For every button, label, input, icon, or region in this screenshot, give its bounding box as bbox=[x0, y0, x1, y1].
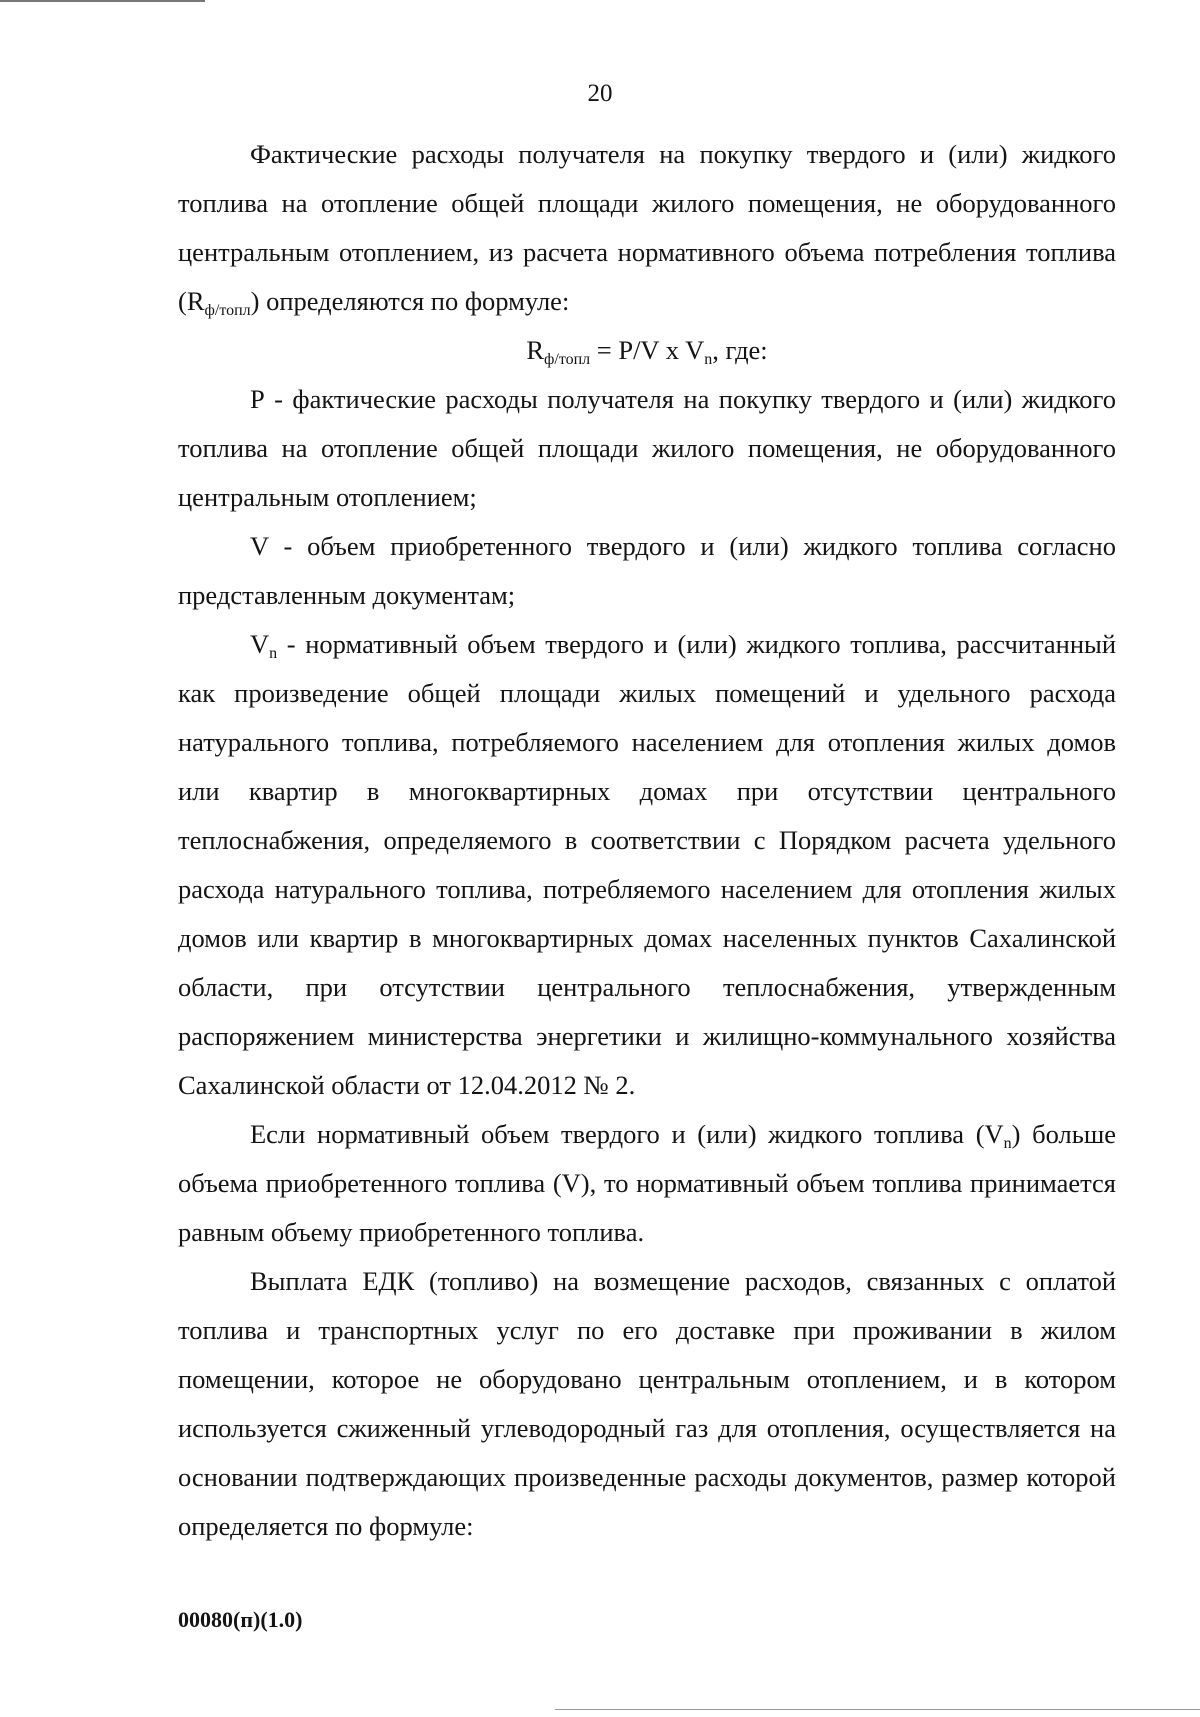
scan-artifact-line bbox=[0, 0, 205, 2]
definition-v: V - объем приобретенного твердого и (или) жидкого топлива согласно представленным документам; bbox=[178, 531, 1116, 610]
document-code: 00080(п)(1.0) bbox=[178, 1607, 303, 1632]
document-body bbox=[178, 130, 1116, 1551]
definition-p: Р - фактические расходы получателя на покупку твердого и (или) жидкого топлива на отопление общей площади жилого помещения, не оборудованного центральным отоплением; bbox=[178, 384, 1116, 512]
formula-r-fuel: $R_{ф/топл} = P/V$ x $V_n$, где: bbox=[526, 335, 768, 368]
paragraph-actual-expenses: Фактические расходы получателя на покупку твердого и (или) жидкого топлива на отопление общей площади жилого помещения, не оборудованного центральным отоплением, из расчета нормативного объема потребления топлива $(R_{ф/топл})$ определяются по формуле: bbox=[178, 139, 1116, 319]
paragraph-payment: Выплата ЕДК (топливо) на возмещение расходов, связанных с оплатой топлива и транспортных услуг по его доставке при проживании в жилом помещении, которое не оборудовано центральным отоплением, и в котором используется сжиженный углеводородный газ для отопления, осуществляется на основании подтверждающих произведенные расходы документов, размер которой определяется по формуле: bbox=[178, 1266, 1116, 1541]
page-number: 20 bbox=[587, 80, 613, 107]
paragraph-if-normative-greater: Если нормативный объем твердого и (или) жидкого топлива $(V_n)$ больше объема приобретенного топлива (V), то нормативный объем топлива принимается равным объему приобретенного топлива. bbox=[178, 1119, 1116, 1247]
definition-vn: $V_n$ - нормативный объем твердого и (или) жидкого топлива, рассчитанный как произведение общей площади жилых помещений и удельного расхода натурального топлива, потребляемого населением для отопления жилых домов или квартир в многоквартирных домах при отсутствии центрального теплоснабжения, определяемого в соответствии с Порядком расчета удельного расхода натурального топлива, потребляемого населением для отопления жилых домов или квартир в многоквартирных домах населенных пунктов Сахалинской области, при отсутствии центрального теплоснабжения, утвержденным распоряжением министерства энергетики и жилищно-коммунального хозяйства Сахалинской области от 12.04.2012 № 2. bbox=[178, 629, 1116, 1100]
scan-artifact-line-bottom bbox=[555, 1709, 1200, 1710]
